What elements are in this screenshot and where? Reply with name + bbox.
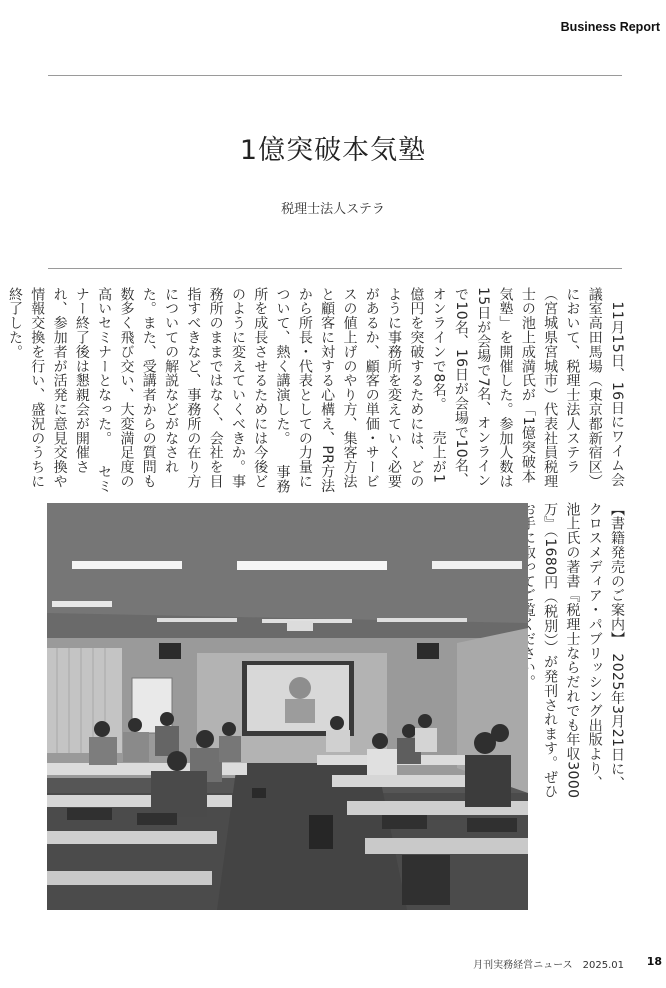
notice-heading: 【書籍発売のご案内】 [609,502,625,639]
publication-name: 月刊実務経営ニュース 2025.01 [473,960,624,971]
top-divider [48,75,622,76]
book-notice [518,502,628,802]
page-number: 18 [646,955,662,968]
seminar-photo [47,503,528,910]
article-body: 11月15日、16日にワイム会議室高田馬場（東京都新宿区）において、税理士法人ステラ（宮城県宮城市）代表社員税理士の池上成満氏が「1億突破本気塾」を開催した。参加人数は15日が会場で7名、オンラインで10名、16日が会場で10名、オンラインで8名。 売上が1億円を突破するためには、どのように事務所を変えていく必要があるか、顧客の単価・サービスの値上げのやり方、集客方法と顧客に対する心構え、PR方法から所長・代表としての力量について、熱く講演した。 事務所を成長させるためには今後どのように変えていくべきか。事務所のままではなく、会社を目指すべきなど、事務所の在り方についての解説などがなされた。また、受講者からの質問も数多く飛び交い、大変満足度の高いセミナーとなった。 セミナー終了後は懇親会が開催され、参加者が活発に意見交換や情報交換を行い、盛況のうちに終了した。 [6,287,625,494]
article-author: 税理士法人ステラ [281,202,385,217]
notice-body: 2025年3月21日に、クロスメディア・パブリッシング出版より、池上氏の著書『税理士ならだれでも年収3000万』（1680円（税別））が発刊されます。ぜひ [542,502,625,799]
section-label: Business Report [560,20,660,34]
article-title: 1億突破本気塾 [239,135,427,166]
title-divider [48,268,622,269]
